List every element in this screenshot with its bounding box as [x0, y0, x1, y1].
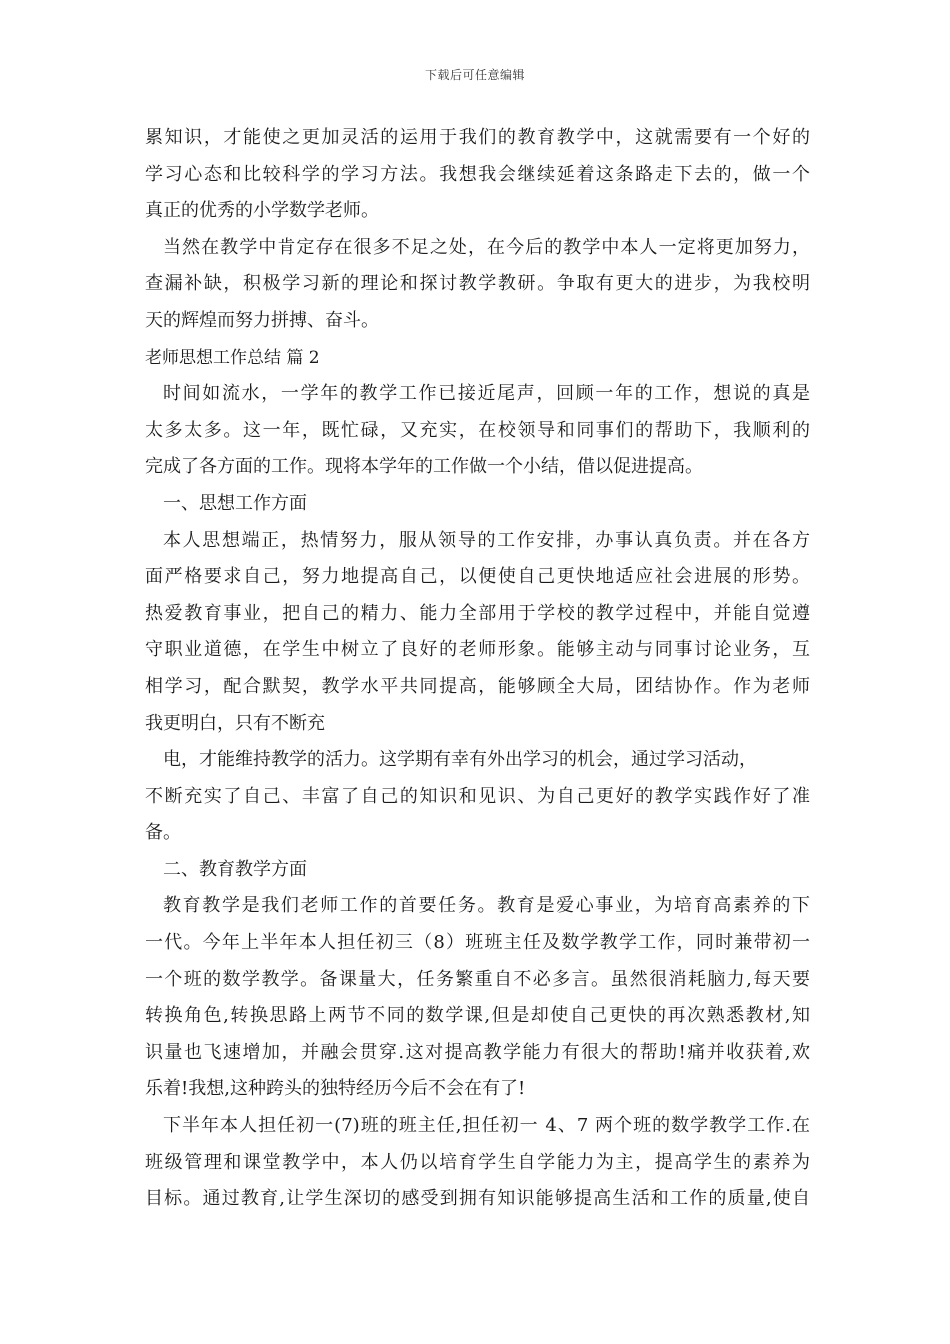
text-line: 目标。通过教育,让学生深切的感受到拥有知识能够提高生活和工作的质量,使自 — [145, 1188, 810, 1210]
paragraph-start-line: 下半年本人担任初一(7)班的班主任,担任初一 4、7 两个班的数学教学工作.在 — [163, 1115, 810, 1137]
text-line: 相学习，配合默契，教学水平共同提高，能够顾全大局，团结协作。作为老师 — [145, 675, 810, 697]
text-line: 完成了各方面的工作。现将本学年的工作做一个小结，借以促进提高。 — [145, 456, 703, 478]
text-line: 备。 — [145, 822, 181, 844]
text-line: 热爱教育事业，把自己的精力、能力全部用于学校的教学过程中，并能自觉遵 — [145, 602, 810, 624]
text-line: 一代。今年上半年本人担任初三（8）班班主任及数学教学工作，同时兼带初一 — [145, 932, 810, 954]
subsection-heading: 二、教育教学方面 — [163, 858, 307, 880]
text-line: 面严格要求自己，努力地提高自己，以便使自己更快地适应社会进展的形势。 — [145, 566, 810, 588]
text-line: 太多太多。这一年，既忙碌，又充实，在校领导和同事们的帮助下，我顺利的 — [145, 419, 810, 441]
section-title: 老师思想工作总结 篇 2 — [145, 347, 320, 368]
page-header-note: 下载后可任意编辑 — [424, 68, 525, 82]
text-line: 我更明白，只有不断充 — [145, 712, 325, 734]
text-line: 守职业道德，在学生中树立了良好的老师形象。能够主动与同事讨论业务，互 — [145, 639, 810, 661]
paragraph-start-line: 本人思想端正，热情努力，服从领导的工作安排，办事认真负责。并在各方 — [163, 529, 810, 551]
text-line: 识量也飞速增加，并融会贯穿.这对提高教学能力有很大的帮助!痛并收获着,欢 — [145, 1041, 810, 1063]
text-line: 乐着!我想,这种跨头的独特经历今后不会在有了! — [145, 1078, 526, 1100]
subsection-heading: 一、思想工作方面 — [163, 492, 307, 514]
document-body — [145, 120, 810, 1218]
text-line: 天的辉煌而努力拼搏、奋斗。 — [145, 309, 379, 331]
text-line: 一个班的数学教学。备课量大，任务繁重自不必多言。虽然很消耗脑力,每天要 — [145, 968, 810, 990]
text-line: 查漏补缺，积极学习新的理论和探讨教学教研。争取有更大的进步，为我校明 — [145, 273, 810, 295]
text-line: 班级管理和课堂教学中，本人仍以培育学生自学能力为主，提高学生的素养为 — [145, 1151, 810, 1173]
text-line: 不断充实了自己、丰富了自己的知识和见识、为自己更好的教学实践作好了准 — [145, 785, 810, 807]
text-line: 学习心态和比较科学的学习方法。我想我会继续延着这条路走下去的，做一个 — [145, 163, 810, 185]
text-line: 真正的优秀的小学数学老师。 — [145, 200, 379, 222]
paragraph-start-line: 当然在教学中肯定存在很多不足之处，在今后的教学中本人一定将更加努力， — [163, 236, 810, 258]
paragraph-start-line: 电，才能维持教学的活力。这学期有幸有外出学习的机会，通过学习活动， — [163, 749, 757, 771]
text-line: 转换角色,转换思路上两节不同的数学课,但是却使自己更快的再次熟悉教材,知 — [145, 1005, 810, 1027]
paragraph-start-line: 时间如流水，一学年的教学工作已接近尾声，回顾一年的工作，想说的真是 — [163, 383, 810, 405]
paragraph-start-line: 教育教学是我们老师工作的首要任务。教育是爱心事业，为培育高素养的下 — [163, 895, 810, 917]
text-line: 累知识，才能使之更加灵活的运用于我们的教育教学中，这就需要有一个好的 — [145, 127, 810, 148]
